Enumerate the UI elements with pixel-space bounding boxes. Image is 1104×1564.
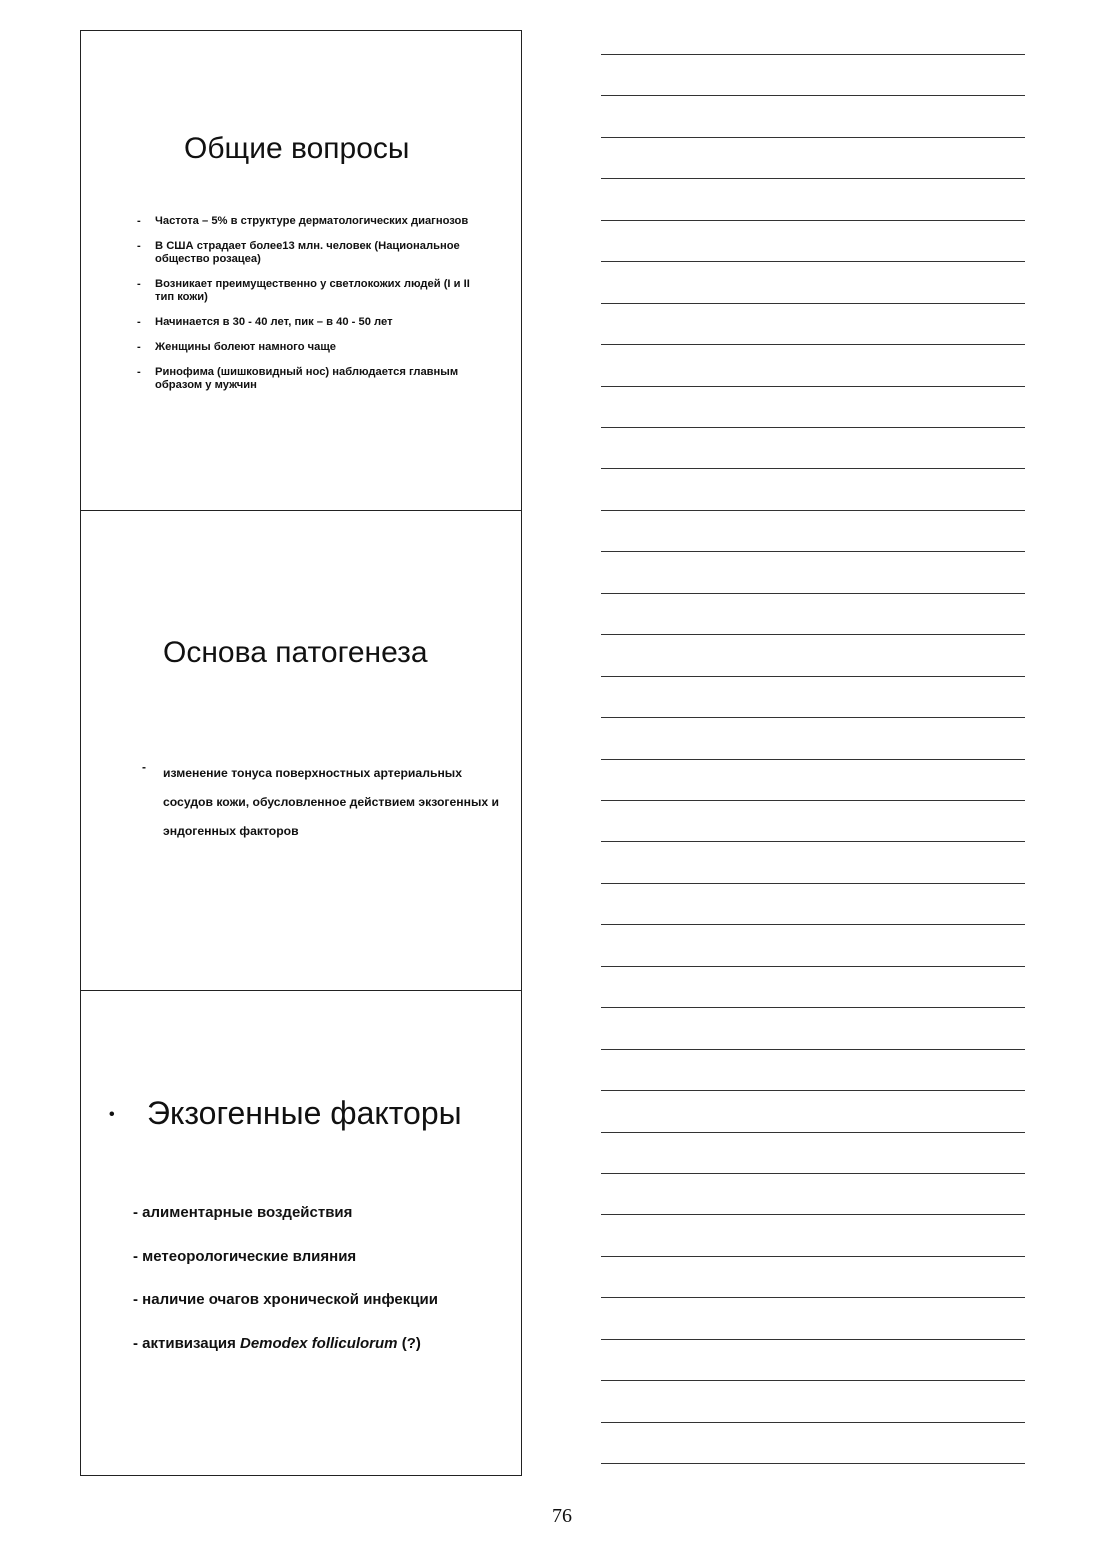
- note-line: [601, 137, 1025, 138]
- item-prefix: - активизация: [133, 1334, 240, 1352]
- list-item: [137, 240, 487, 266]
- bullet-marker: -: [137, 366, 141, 378]
- note-line: [601, 95, 1025, 96]
- note-line: [601, 1214, 1025, 1215]
- slide-title: Общие вопросы: [184, 132, 410, 165]
- note-line: [601, 841, 1025, 842]
- note-line: [601, 468, 1025, 469]
- note-line: [601, 1422, 1025, 1423]
- note-line: [601, 261, 1025, 262]
- bullet-text: Возникает преимущественно у светлокожих людей (I и II тип кожи): [155, 278, 470, 303]
- note-line: [601, 1463, 1025, 1464]
- note-line: [601, 1297, 1025, 1298]
- list-item: - алиментарные воздействия: [133, 1204, 353, 1221]
- title-bullet-marker: •: [109, 1106, 115, 1123]
- bullet-marker: -: [137, 278, 141, 290]
- note-line: [601, 1173, 1025, 1174]
- bullet-text: Частота – 5% в структуре дерматологических диагнозов: [155, 215, 469, 227]
- bullet-text: Женщины болеют намного чаще: [155, 341, 337, 353]
- factor-list: [133, 1203, 513, 1377]
- note-line: [601, 1090, 1025, 1091]
- bullet-text: Начинается в 30 - 40 лет, пик – в 40 - 50 лет: [155, 316, 393, 328]
- note-line: [601, 883, 1025, 884]
- note-line: [601, 800, 1025, 801]
- slide-body-text: изменение тонуса поверхностных артериальных сосудов кожи, обусловленное действием экзогенных и эндогенных факторов: [163, 766, 500, 838]
- note-line: [601, 54, 1025, 55]
- note-line: [601, 1339, 1025, 1340]
- note-line: [601, 593, 1025, 594]
- page-number: 76: [552, 1505, 572, 1527]
- note-line: [601, 634, 1025, 635]
- bullet-marker: -: [137, 240, 141, 252]
- note-line: [601, 1007, 1025, 1008]
- note-line: [601, 676, 1025, 677]
- list-item: [133, 1334, 513, 1378]
- note-line: [601, 1049, 1025, 1050]
- list-item: - метеорологические влияния: [133, 1247, 357, 1265]
- slide-title: Экзогенные факторы: [147, 1095, 462, 1131]
- slide-exogenous-factors: [81, 990, 521, 1475]
- bullet-list: [137, 215, 487, 404]
- bullet-marker: -: [142, 760, 146, 774]
- bullet-text: Ринофима (шишковидный нос) наблюдается главным образом у мужчин: [155, 366, 459, 391]
- note-line: [601, 759, 1025, 760]
- slide-pathogenesis: [81, 510, 521, 990]
- list-item: [137, 366, 487, 392]
- bullet-marker: -: [137, 215, 141, 227]
- list-item: [137, 215, 487, 228]
- list-item: [137, 278, 487, 304]
- note-line: [601, 427, 1025, 428]
- note-line: [601, 1256, 1025, 1257]
- note-line: [601, 717, 1025, 718]
- note-line: [601, 551, 1025, 552]
- list-item: [137, 316, 487, 329]
- notes-lines-area: [601, 0, 1025, 1564]
- note-line: [601, 386, 1025, 387]
- bullet-text: В США страдает более13 млн. человек (Национальное общество розацеа): [155, 240, 460, 265]
- note-line: [601, 924, 1025, 925]
- note-line: [601, 344, 1025, 345]
- bullet-marker: -: [137, 341, 141, 353]
- note-line: [601, 303, 1025, 304]
- list-item: - наличие очагов хронической инфекции: [133, 1291, 438, 1308]
- note-line: [601, 966, 1025, 967]
- note-line: [601, 510, 1025, 511]
- note-line: [601, 1380, 1025, 1381]
- item-species-name: Demodex folliculorum: [240, 1334, 398, 1352]
- item-suffix: (?): [397, 1334, 421, 1352]
- slides-frame: [80, 30, 522, 1476]
- note-line: [601, 1132, 1025, 1133]
- list-item: [137, 341, 487, 354]
- note-line: [601, 178, 1025, 179]
- bullet-marker: -: [137, 316, 141, 328]
- slide-general-questions: [81, 31, 521, 510]
- note-line: [601, 220, 1025, 221]
- slide-title: Основа патогенеза: [163, 636, 428, 669]
